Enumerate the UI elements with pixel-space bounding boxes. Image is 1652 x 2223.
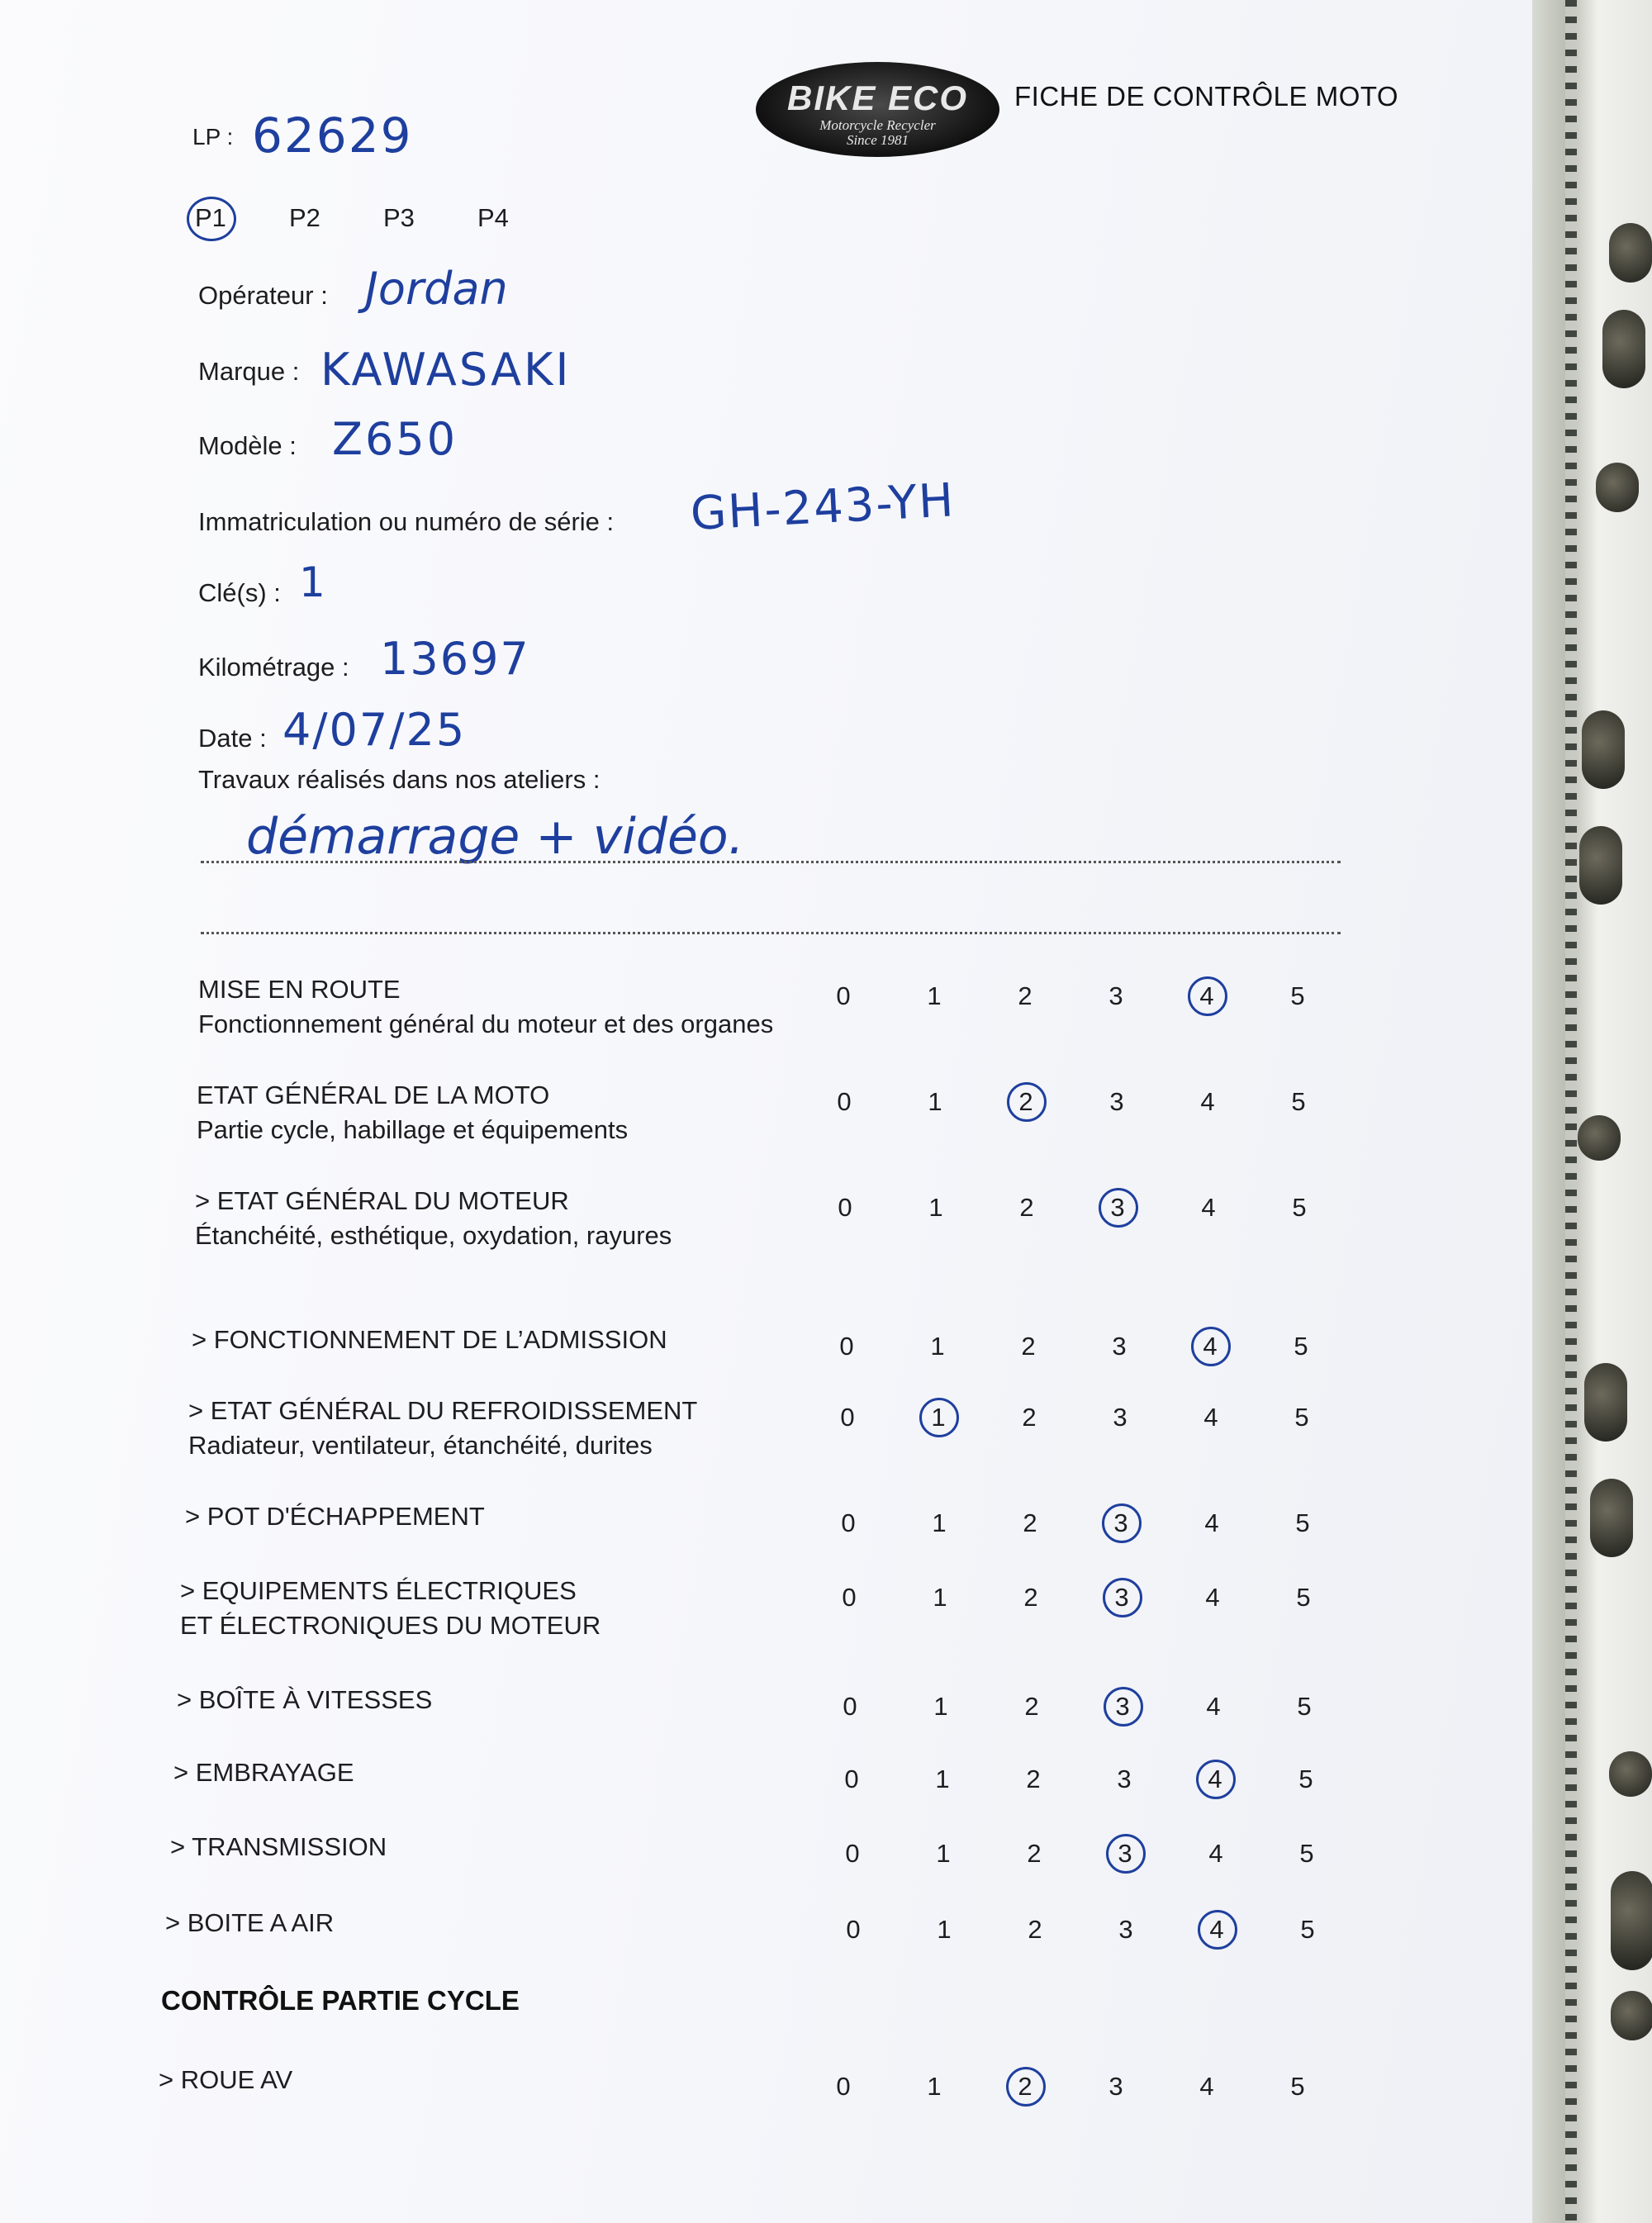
travaux-line-2	[201, 932, 1341, 934]
criterion-title: > ROUE AV	[159, 2065, 293, 2094]
criterion-subtitle: Étanchéité, esthétique, oxydation, rayures	[195, 1221, 672, 1250]
binder-hole	[1578, 1115, 1621, 1161]
kilometrage-value[interactable]: 13697	[380, 633, 530, 685]
criterion-title: > EQUIPEMENTS ÉLECTRIQUES	[180, 1576, 577, 1605]
score-option-3[interactable]: 3	[1110, 1193, 1125, 1222]
score-option-5[interactable]: 5	[1297, 1692, 1312, 1721]
score-option-4[interactable]: 4	[1208, 1765, 1222, 1793]
modele-label: Modèle :	[198, 431, 297, 460]
score-option-5[interactable]: 5	[1294, 1403, 1309, 1432]
score-option-5[interactable]: 5	[1294, 1332, 1308, 1361]
criterion-title: > BOITE A AIR	[165, 1908, 335, 1937]
criterion-title: MISE EN ROUTE	[198, 975, 401, 1004]
score-option-2[interactable]: 2	[1018, 1087, 1033, 1116]
score-option-1[interactable]: 1	[928, 1087, 942, 1116]
score-option-3[interactable]: 3	[1109, 1087, 1124, 1116]
section-partie-cycle: CONTRÔLE PARTIE CYCLE	[161, 1985, 520, 2016]
score-option-3[interactable]: 3	[1108, 981, 1123, 1010]
criterion-subtitle: Fonctionnement général du moteur et des organes	[198, 1009, 774, 1038]
score-option-2[interactable]: 2	[1019, 1193, 1034, 1222]
score-option-2[interactable]: 2	[1023, 1583, 1038, 1612]
criterion-subtitle: ET ÉLECTRONIQUES DU MOTEUR	[180, 1611, 601, 1640]
selected-score-circle	[1106, 1834, 1146, 1874]
document-title: FICHE DE CONTRÔLE MOTO	[1014, 81, 1399, 112]
score-option-0[interactable]: 0	[845, 1839, 860, 1868]
score-option-2[interactable]: 2	[1027, 1839, 1042, 1868]
travaux-value[interactable]: démarrage + vidéo.	[246, 808, 744, 866]
score-option-3[interactable]: 3	[1118, 1839, 1132, 1868]
score-option-3[interactable]: 3	[1117, 1765, 1132, 1793]
score-option-1[interactable]: 1	[933, 1583, 947, 1612]
score-option-3[interactable]: 3	[1114, 1583, 1129, 1612]
score-option-1[interactable]: 1	[931, 1403, 946, 1432]
score-option-5[interactable]: 5	[1296, 1583, 1311, 1612]
score-option-1[interactable]: 1	[937, 1915, 952, 1944]
score-option-5[interactable]: 5	[1299, 1839, 1314, 1868]
score-option-3[interactable]: 3	[1112, 1332, 1127, 1361]
score-option-0[interactable]: 0	[839, 1332, 854, 1361]
score-option-5[interactable]: 5	[1292, 1193, 1307, 1222]
criterion-title: > ETAT GÉNÉRAL DU REFROIDISSEMENT	[188, 1396, 698, 1425]
binder-hole	[1609, 1751, 1652, 1797]
score-option-2[interactable]: 2	[1023, 1508, 1037, 1537]
score-option-0[interactable]: 0	[841, 1508, 856, 1537]
bike-eco-logo: BIKE ECO Motorcycle Recycler Since 1981	[756, 62, 999, 157]
score-option-0[interactable]: 0	[843, 1692, 857, 1721]
score-option-2[interactable]: 2	[1022, 1403, 1037, 1432]
binder-hole	[1590, 1479, 1633, 1557]
score-option-1[interactable]: 1	[936, 1839, 951, 1868]
position-p2[interactable]: P2	[289, 203, 320, 232]
lp-value[interactable]: 62629	[252, 107, 413, 164]
score-option-4[interactable]: 4	[1203, 1332, 1218, 1361]
criterion-subtitle: Radiateur, ventilateur, étanchéité, durites	[188, 1431, 653, 1460]
binder-hole	[1609, 223, 1652, 283]
position-p4[interactable]: P4	[477, 203, 509, 232]
marque-label: Marque :	[198, 357, 300, 386]
score-option-5[interactable]: 5	[1290, 2072, 1305, 2101]
score-option-2[interactable]: 2	[1026, 1765, 1041, 1793]
score-option-3[interactable]: 3	[1118, 1915, 1133, 1944]
binder-hole	[1602, 310, 1645, 388]
selected-score-circle	[919, 1398, 959, 1437]
operateur-value[interactable]: Jordan	[365, 263, 508, 315]
score-option-4[interactable]: 4	[1199, 981, 1214, 1010]
binder-hole	[1611, 1871, 1652, 1970]
selected-score-circle	[1006, 2067, 1046, 2107]
modele-value[interactable]: Z650	[332, 413, 458, 465]
operateur-label: Opérateur :	[198, 281, 328, 310]
cles-label: Clé(s) :	[198, 578, 281, 607]
score-option-2[interactable]: 2	[1021, 1332, 1036, 1361]
score-option-1[interactable]: 1	[935, 1765, 950, 1793]
score-option-4[interactable]: 4	[1203, 1403, 1218, 1432]
score-option-5[interactable]: 5	[1300, 1915, 1315, 1944]
binder-hole	[1579, 826, 1622, 905]
score-option-5[interactable]: 5	[1295, 1508, 1310, 1537]
binder-hole	[1596, 463, 1639, 512]
marque-value[interactable]: KAWASAKI	[320, 344, 572, 396]
score-option-2[interactable]: 2	[1028, 1915, 1042, 1944]
score-option-5[interactable]: 5	[1291, 1087, 1306, 1116]
score-option-3[interactable]: 3	[1113, 1508, 1128, 1537]
score-option-2[interactable]: 2	[1018, 2072, 1032, 2101]
score-option-3[interactable]: 3	[1115, 1692, 1130, 1721]
travaux-line-1	[201, 861, 1341, 863]
immatriculation-label: Immatriculation ou numéro de série :	[198, 507, 615, 536]
score-option-1[interactable]: 1	[930, 1332, 945, 1361]
binder-hole	[1584, 1363, 1627, 1442]
criterion-title: > ETAT GÉNÉRAL DU MOTEUR	[195, 1186, 569, 1215]
criterion-title: > FONCTIONNEMENT DE L’ADMISSION	[192, 1325, 667, 1354]
score-option-4[interactable]: 4	[1204, 1508, 1219, 1537]
travaux-label: Travaux réalisés dans nos ateliers :	[198, 765, 601, 794]
score-option-0[interactable]: 0	[844, 1765, 859, 1793]
score-option-1[interactable]: 1	[932, 1508, 947, 1537]
score-option-2[interactable]: 2	[1024, 1692, 1039, 1721]
selected-score-circle	[1198, 1910, 1237, 1950]
position-p3[interactable]: P3	[383, 203, 415, 232]
cles-value[interactable]: 1	[299, 558, 325, 606]
selected-score-circle	[1191, 1327, 1231, 1366]
lp-label: LP :	[192, 124, 234, 150]
score-option-4[interactable]: 4	[1206, 1692, 1221, 1721]
score-option-1[interactable]: 1	[927, 981, 942, 1010]
selected-score-circle	[1104, 1687, 1143, 1727]
binder-hole	[1611, 1991, 1652, 2040]
score-option-4[interactable]: 4	[1208, 1839, 1223, 1868]
selected-score-circle	[1188, 976, 1227, 1016]
score-option-4[interactable]: 4	[1201, 1193, 1216, 1222]
score-option-1[interactable]: 1	[928, 1193, 943, 1222]
criterion-title: ETAT GÉNÉRAL DE LA MOTO	[197, 1081, 550, 1109]
score-option-3[interactable]: 3	[1108, 2072, 1123, 2101]
selected-score-circle	[1103, 1578, 1142, 1617]
criterion-title: > BOÎTE À VITESSES	[177, 1685, 433, 1714]
criterion-title: > TRANSMISSION	[170, 1832, 387, 1861]
score-option-0[interactable]: 0	[836, 2072, 851, 2101]
score-option-0[interactable]: 0	[840, 1403, 855, 1432]
kilometrage-label: Kilométrage :	[198, 653, 349, 682]
score-option-5[interactable]: 5	[1298, 1765, 1313, 1793]
position-p1[interactable]: P1	[195, 203, 226, 232]
date-value[interactable]: 4/07/25	[282, 704, 467, 756]
score-option-2[interactable]: 2	[1018, 981, 1032, 1010]
score-option-1[interactable]: 1	[933, 1692, 948, 1721]
score-option-4[interactable]: 4	[1205, 1583, 1220, 1612]
binder-hole	[1582, 710, 1625, 789]
score-option-5[interactable]: 5	[1290, 981, 1305, 1010]
score-option-0[interactable]: 0	[838, 1193, 852, 1222]
criterion-title: > POT D'ÉCHAPPEMENT	[185, 1502, 485, 1531]
criterion-title: > EMBRAYAGE	[173, 1758, 354, 1787]
score-option-4[interactable]: 4	[1209, 1915, 1224, 1944]
selected-score-circle	[1196, 1760, 1236, 1799]
selected-score-circle	[1099, 1188, 1138, 1228]
selected-score-circle	[1102, 1503, 1142, 1543]
score-option-0[interactable]: 0	[842, 1583, 857, 1612]
score-option-0[interactable]: 0	[837, 1087, 852, 1116]
score-option-1[interactable]: 1	[927, 2072, 942, 2101]
date-label: Date :	[198, 724, 267, 753]
score-option-0[interactable]: 0	[836, 981, 851, 1010]
score-option-4[interactable]: 4	[1200, 1087, 1215, 1116]
score-option-4[interactable]: 4	[1199, 2072, 1214, 2101]
selected-score-circle	[1007, 1082, 1047, 1122]
score-option-3[interactable]: 3	[1113, 1403, 1127, 1432]
criterion-subtitle: Partie cycle, habillage et équipements	[197, 1115, 629, 1144]
score-option-0[interactable]: 0	[846, 1915, 861, 1944]
immatriculation-value[interactable]: GH-243-YH	[689, 473, 957, 541]
sleeve-perforation	[1565, 0, 1577, 2223]
